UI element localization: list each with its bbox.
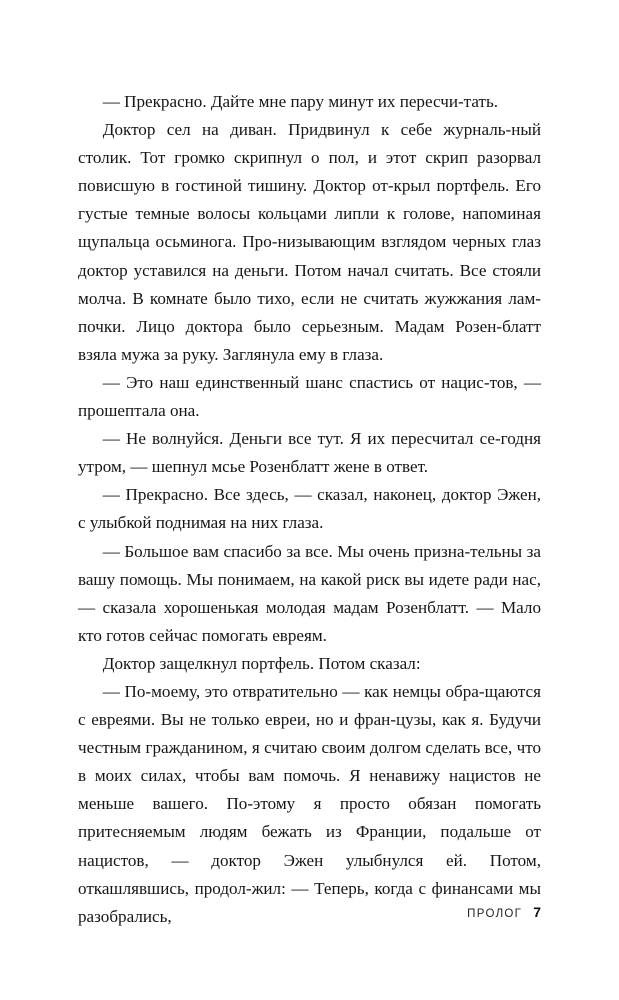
footer-section-label: ПРОЛОГ [467,908,523,920]
page-number: 7 [533,904,541,920]
paragraph: — Это наш единственный шанс спастись от нацис-тов, — прошептала она. [78,372,541,421]
page-footer [78,904,541,920]
paragraph: — Прекрасно. Дайте мне пару минут их пересчи-тать. [102,92,499,111]
paragraph: — По-моему, это отвратительно — как немцы обра-щаются с евреями. Вы не только евреи, но и фран-цузы, как я. Будучи честным гражданином, я считаю своим долгом сделать все, что в моих силах, чтобы вам помочь. Я ненавижу нацистов не меньше вашего. По-этому я просто обязан помогать притесняемым людям бежать из Франции, подальше от нацистов, — доктор Эжен улыбнулся ей. Потом, откашлявшись, продол-жил: — Теперь, когда с финансами мы разобрались, [78,681,541,926]
paragraph: Доктор сел на диван. Придвинул к себе журналь-ный столик. Тот громко скрипнул о пол, и этот скрип разорвал повисшую в гостиной тишину. Доктор от-крыл портфель. Его густые темные волосы кольцами липли к голове, напоминая щупальца осьминога. Про-низывающим взглядом черных глаз доктор уставился на деньги. Потом начал считать. Все стояли молча. В комнате было тихо, если не считать жужжания лам-почки. Лицо доктора было серьезным. Мадам Розен-блатт взяла мужа за руку. Заглянула ему в глаза. [78,120,541,364]
paragraph: — Не волнуйся. Деньги все тут. Я их пересчитал се-годня утром, — шепнул мсье Розенблатт жене в ответ. [78,429,541,477]
paragraph: — Прекрасно. Все здесь, — сказал, наконец, доктор Эжен, с улыбкой поднимая на них глаза. [78,485,541,533]
paragraph: — Большое вам спасибо за все. Мы очень призна-тельны за вашу помощь. Мы понимаем, на какой риск вы идете ради нас, — сказала хорошенькая молодая мадам Розенблатт. — Мало кто готов сейчас помогать евреям. [78,541,541,645]
paragraph: Доктор защелкнул портфель. Потом сказал: [102,653,421,673]
page-body [78,88,541,931]
